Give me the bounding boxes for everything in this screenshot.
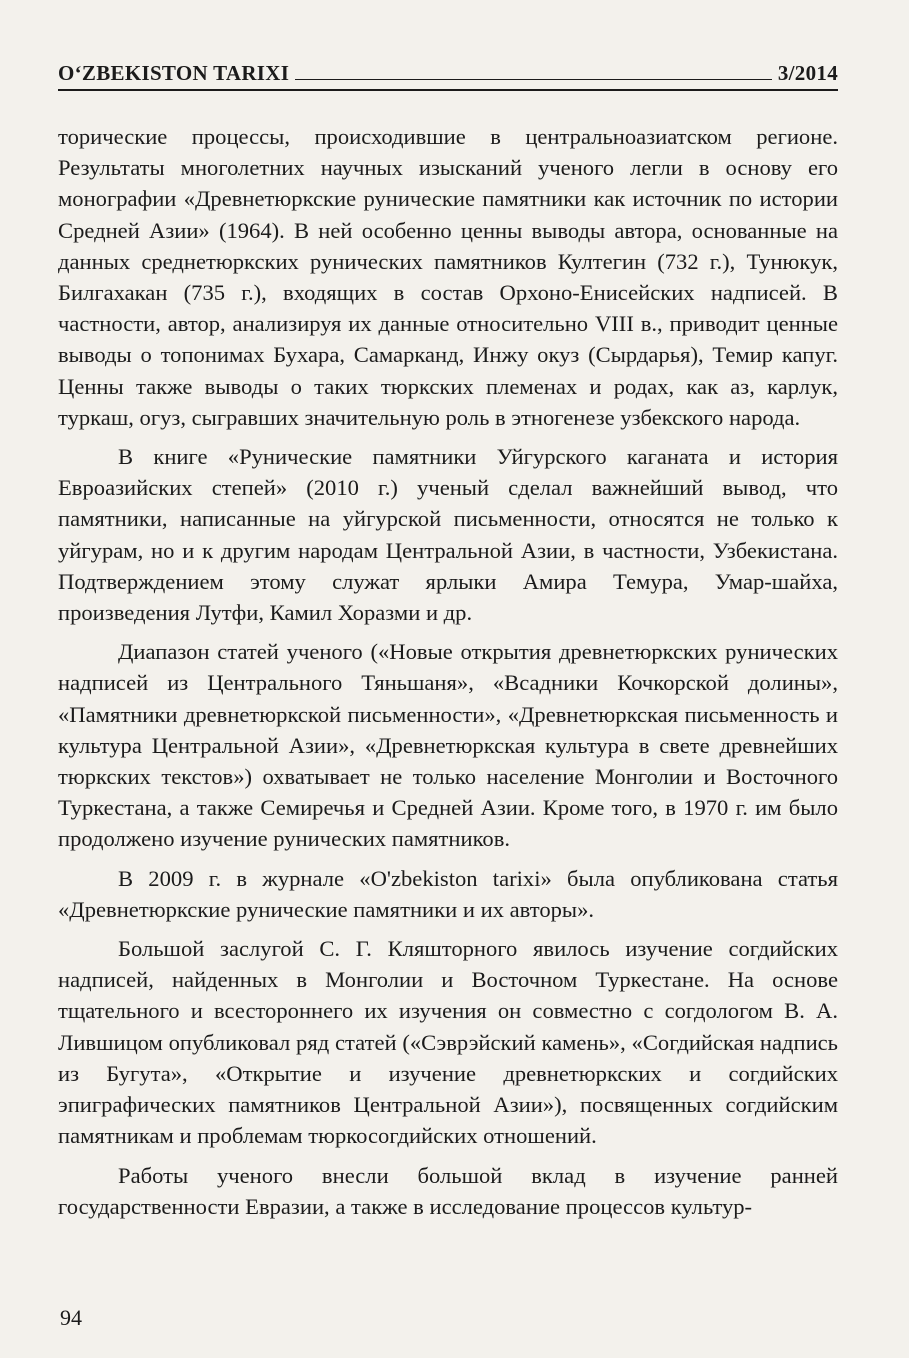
page-number: 94 [60,1305,82,1330]
journal-title: O‘ZBEKISTON TARIXI [58,61,290,85]
paragraph-5: Большой заслугой С. Г. Кляшторного явилось изучение согдийских надписей, найденных в Монголии и Восточном Туркестане. На основе тщательного и всестороннего их изучения он совместно с согдологом В. А. Лившицом опубликовал ряд статей («Сэврэйский камень», «Согдийская надпись из Бугута», «Открытие и изучение древнетюркских и согдийских эпиграфических памятников Центральной Азии»), посвященных согдийским памятникам и проблемам тюркосогдийских отношений. [58,936,838,1149]
header-rule [295,79,772,80]
paragraph-1: торические процессы, происходившие в центральноазиатском регионе. Результаты многолетних научных изысканий ученого легли в основу его монографии «Древнетюркские рунические памятники как источник по истории Средней Азии» (1964). В ней особенно ценны выводы автора, основанные на данных среднетюркских рунических памятников Култегин (732 г.), Тунюкук, Билгахакан (735 г.), входящих в состав Орхоно-Енисейских надписей. В частности, автор, анализируя их данные относительно VIII в., приводит ценные выводы о топонимах Бухара, Самарканд, Инжу окуз (Сырдарья), Темир капуг. Ценны также выводы о таких тюркских племенах и родах, как аз, карлук, туркаш, огуз, сыгравших значительную роль в этногенезе узбекского народа. [58,124,838,430]
paragraph-4: В 2009 г. в журнале «O'zbekiston tarixi» была опубликована статья «Древнетюркские рунические памятники и их авторы». [58,865,838,922]
article-body [58,121,838,1222]
running-header [58,56,838,91]
paragraph-3: Диапазон статей ученого («Новые открытия древнетюркских рунических надписей из Центрального Тяньшаня», «Всадники Кочкорской долины», «Памятники древнетюркской письменности», «Древнетюркская письменность и культура Центральной Азии», «Древнетюркская культура в свете древнейших тюркских текстов») охватывает не только население Монголии и Восточного Туркестана, а также Семиречья и Средней Азии. Кроме того, в 1970 г. им было продолжено изучение рунических памятников. [58,639,838,852]
paragraph-6: Работы ученого внесли большой вклад в изучение ранней государственности Евразии, а также в исследование процессов культур- [58,1162,838,1219]
journal-page [58,56,838,1230]
paragraph-2: В книге «Рунические памятники Уйгурского каганата и история Евроазийских степей» (2010 г.) ученый сделал важнейший вывод, что памятники, написанные на уйгурской письменности, относятся не только к уйгурам, но и к другим народам Центральной Азии, в частности, Узбекистана. Подтверждением этому служат ярлыки Амира Темура, Умар-шайха, произведения Лутфи, Камил Хоразми и др. [58,444,838,626]
issue-number: 3/2014 [777,61,838,85]
